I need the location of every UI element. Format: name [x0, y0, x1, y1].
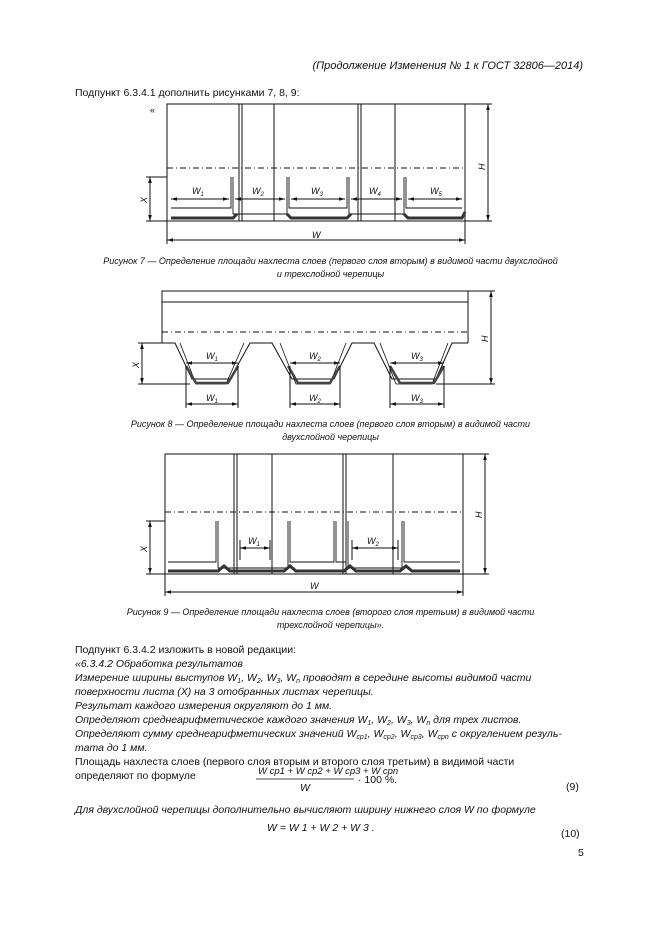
fig9-w-label: W	[310, 581, 319, 591]
para-heading: «6.3.4.2 Обработка результатов	[75, 658, 243, 670]
fig7-sheet-outline	[167, 104, 465, 221]
fig9-x-label: X	[139, 545, 149, 552]
fig9-labels	[139, 511, 484, 591]
fig8-top-band	[162, 291, 468, 302]
fig7-labels	[139, 163, 487, 240]
fig9-h-label: H	[474, 511, 484, 518]
para-rounding: Результат каждого измерения округляют до 1 мм.	[75, 700, 333, 712]
fig8-w1-bottom-label: $W_1$	[206, 393, 218, 405]
para-sum-cont: тата до 1 мм.	[75, 742, 148, 754]
formula9-denominator: W	[300, 782, 310, 794]
formula9-tail: · 100 %.	[358, 774, 398, 786]
fig7-w-label: W	[312, 230, 321, 240]
page-number: 5	[578, 847, 584, 859]
para-measurement-cont: поверхности листа (X) на 3 отобранных листах черепицы.	[75, 686, 374, 698]
fig7-w1-label: $W_1$	[192, 186, 204, 198]
para-area: Площадь нахлеста слоев (первого слоя вторым и второго слоя третьим) в видимой части	[75, 756, 515, 768]
fig8-w3-top-label: $W_3$	[411, 351, 423, 363]
fig8-h-label: H	[480, 335, 490, 342]
formula9-numerator: W ср1 + W ср2 + W ср3 + W срn	[258, 766, 399, 777]
fig7-w4-label: $W_4$	[369, 186, 381, 198]
para-lower-layer: Для двухслойной черепицы дополнительно вычисляют ширину нижнего слоя W по формуле	[75, 804, 536, 816]
fig7-w2-label: $W_2$	[252, 186, 264, 198]
fig8-w3-bottom-label: $W_3$	[411, 393, 423, 405]
para-mean: Определяют среднеарифметическое каждого значения $W_1$, $W_2$, $W_3$, $W_n$ для трех листов.	[75, 714, 522, 727]
fig8-caption: Рисунок 8 — Определение площади нахлеста слоев (первого слоя вторым) в видимой части двухслойной черепицы	[130, 419, 531, 442]
figure-7	[146, 104, 492, 244]
fig9-w1-label: $W_1$	[248, 536, 260, 548]
quote-mark: «	[150, 105, 156, 115]
fig7-w3-label: $W_3$	[311, 186, 323, 198]
fig7-w5-label: $W_5$	[430, 186, 442, 198]
fig8-w2-top-label: $W_2$	[309, 351, 321, 363]
fig9-sheet-outline	[165, 454, 463, 574]
fig8-w2-bottom-label: $W_2$	[309, 393, 321, 405]
para-sum: Определяют сумму среднеарифметических значений $W_{ср1}$, $W_{ср2}$, $W_{ср3}$, $W_{срn}$ с округлением резуль-	[75, 728, 562, 741]
fig9-caption: Рисунок 9 — Определение площади нахлеста слоев (второго слоя третьим) в видимой части трехслойной черепицы».	[126, 607, 535, 630]
intro-text: Подпункт 6.3.4.1 дополнить рисунками 7, 8, 9:	[75, 87, 300, 99]
fig7-h-label: H	[477, 163, 487, 170]
fig9-w2-label: $W_2$	[367, 536, 379, 548]
figure-8	[138, 291, 495, 408]
fig7-x-label: X	[139, 196, 149, 203]
fig8-w1-top-label: $W_1$	[206, 351, 218, 363]
formula10-expr: W = W 1 + W 2 + W 3 .	[267, 822, 375, 834]
fig8-x-label: X	[131, 361, 141, 368]
para-measurement: Измерение ширины выступов $W_1$, $W_2$, $W_3$, $W_n$ проводят в середине высоты видимой части	[75, 672, 532, 685]
para-area-cont: определяют по формуле	[75, 770, 196, 782]
page-header: (Продолжение Изменения № 1 к ГОСТ 32806—2014)	[312, 60, 583, 72]
fig7-caption: Рисунок 7 — Определение площади нахлеста слоев (первого слоя вторым) в видимой части двухслойной и трехслойной черепицы	[103, 256, 558, 279]
figure-9	[146, 454, 489, 596]
fig8-labels	[131, 335, 490, 405]
para-subclause: Подпункт 6.3.4.2 изложить в новой редакции:	[75, 644, 296, 656]
formula9-number: (9)	[566, 781, 579, 793]
formula10-number: (10)	[561, 828, 580, 840]
